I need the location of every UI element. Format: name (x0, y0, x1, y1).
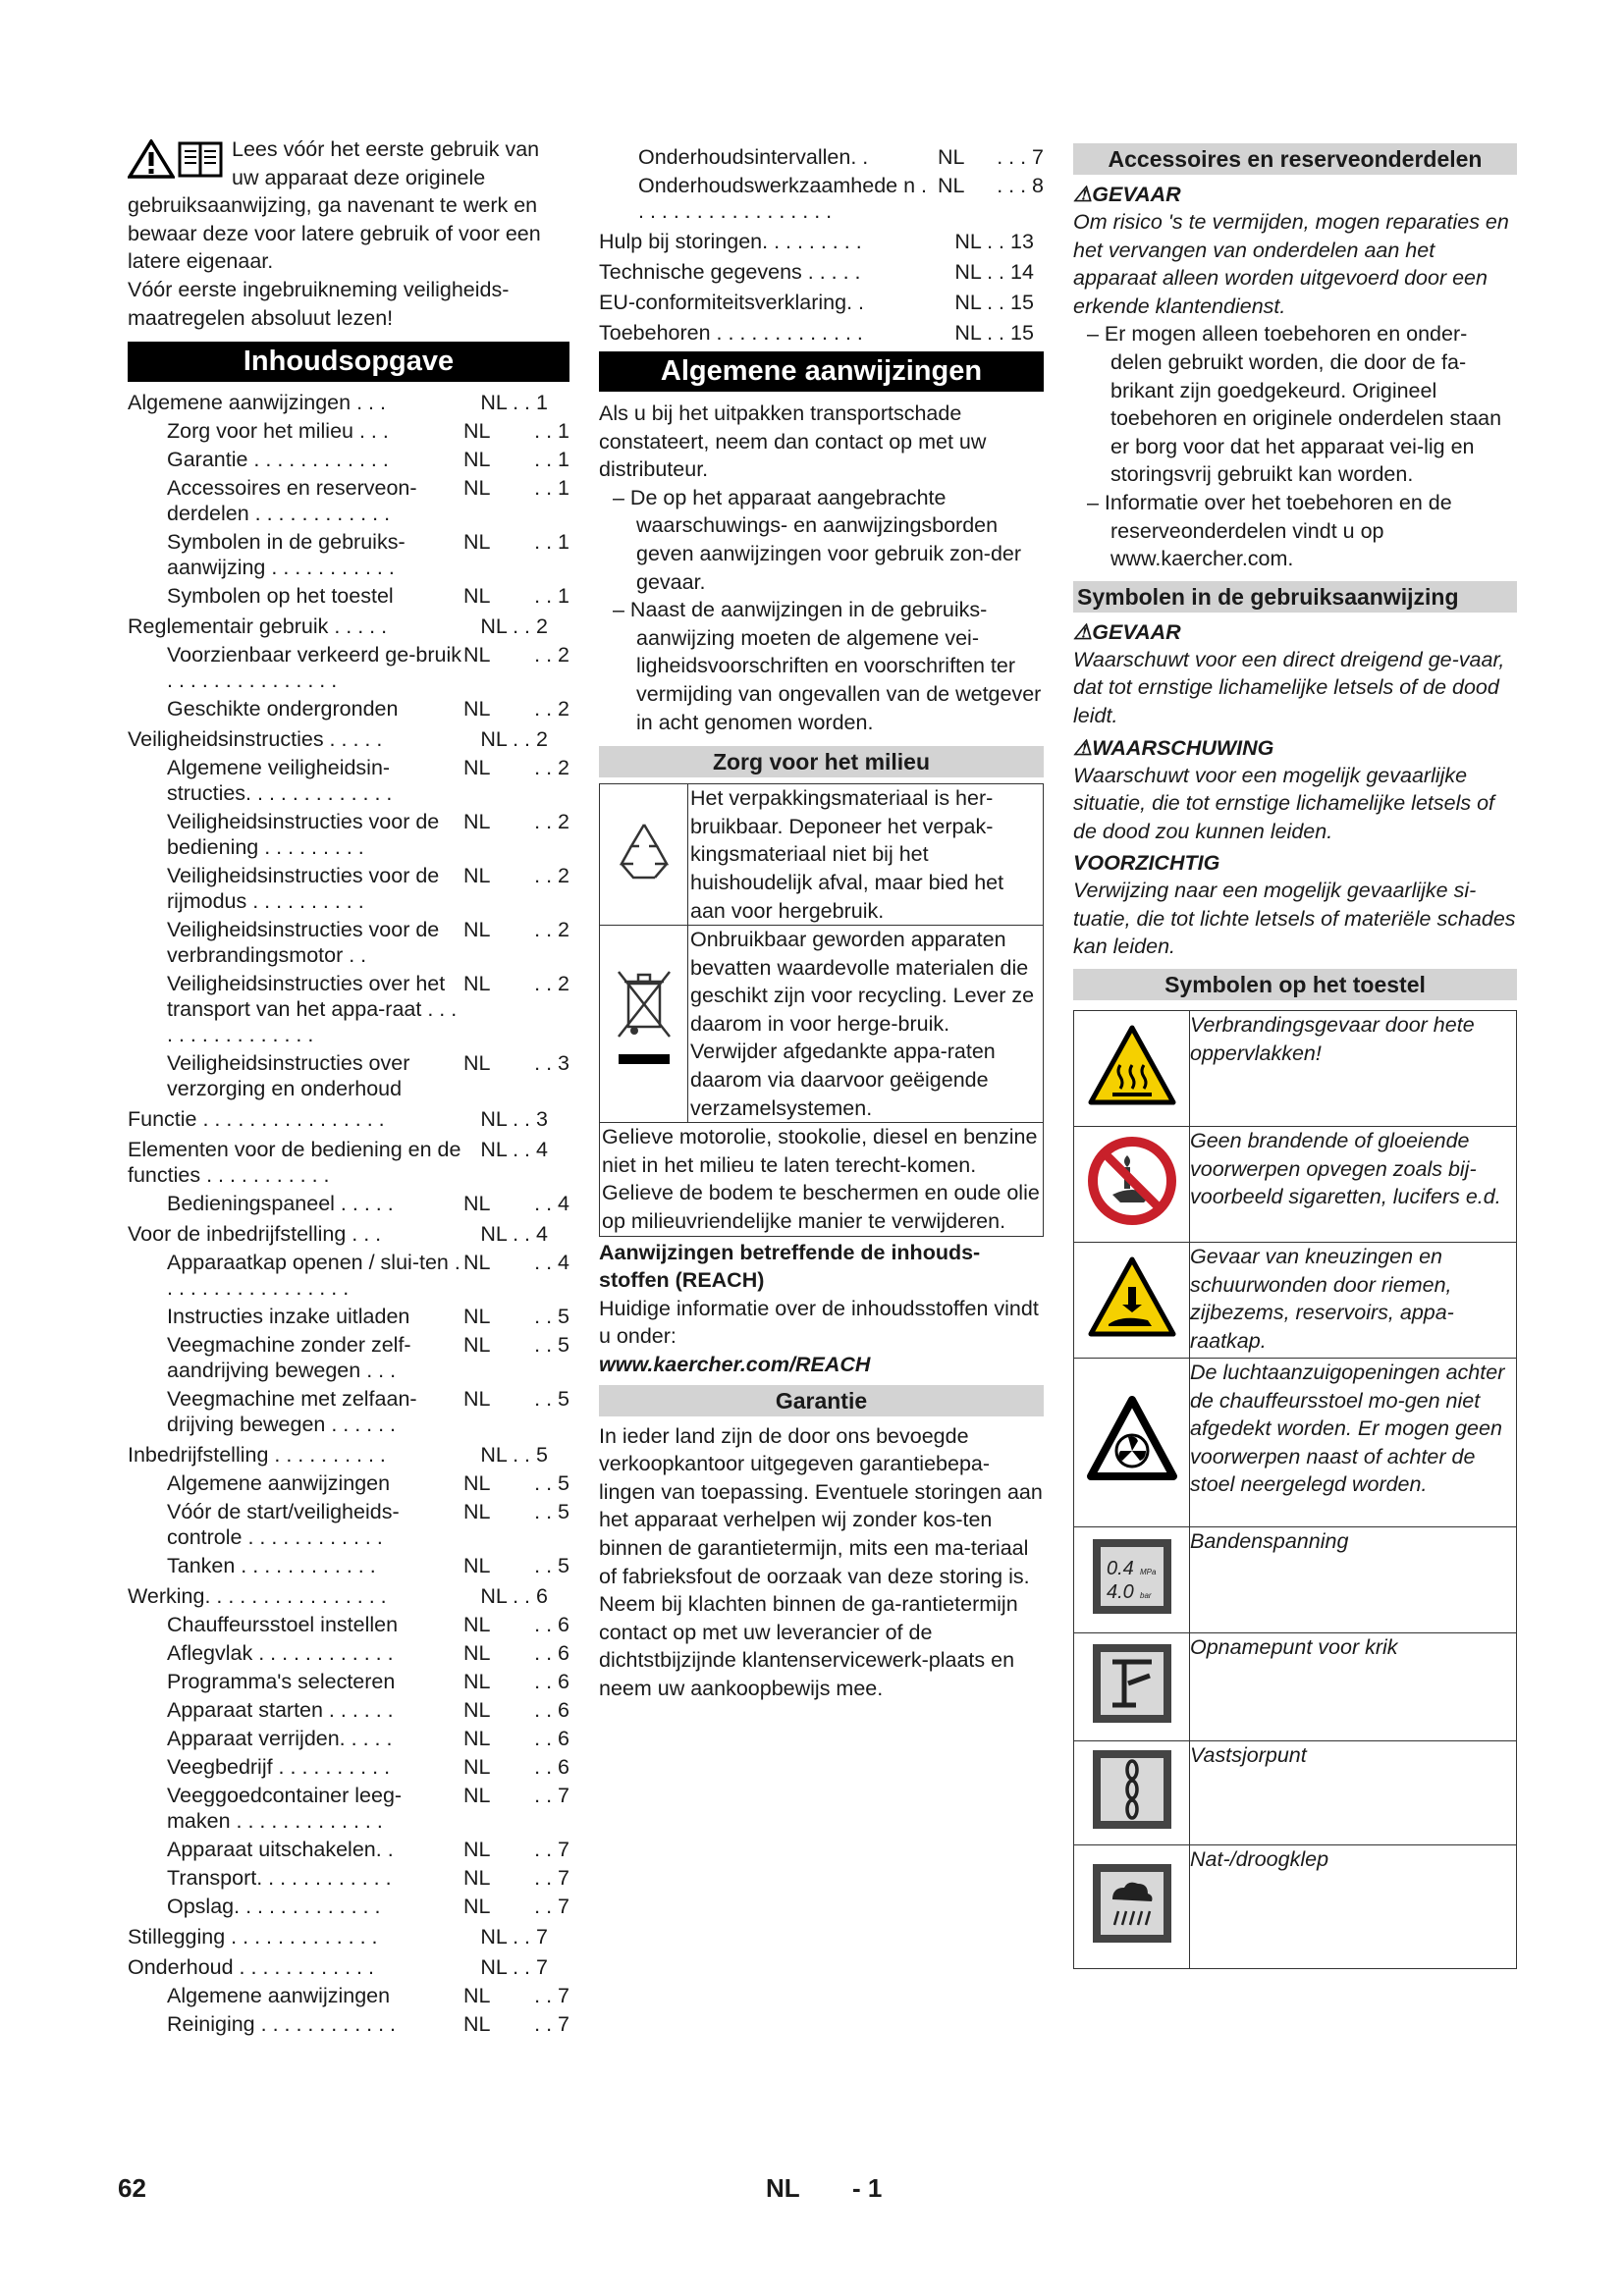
toc-entry-page: . . 7 (534, 1784, 569, 1808)
symbol-text: Verbrandingsgevaar door hete oppervlakken! (1190, 1011, 1517, 1127)
toc-entry[interactable] (128, 1583, 569, 1609)
toc-entry-lang: NL (463, 1554, 491, 1578)
toc-entry-lang: NL (463, 1670, 491, 1694)
toc-entry[interactable] (128, 447, 569, 472)
toc-entry-page: . . 1 (534, 448, 569, 472)
accessories-warning-text: Om risico 's te vermijden, mogen reparaties en het vervangen van onderdelen aan het apparaat alleen worden uitgevoerd door een erkende klantendienst. (1073, 210, 1509, 318)
toc-entry-page: . . 6 (534, 1698, 569, 1723)
toc-entry-label: Veegbedrijf . . . . . . . . . . (167, 1755, 391, 1780)
toc-entry-label: Tanken . . . . . . . . . . . . (167, 1554, 376, 1578)
toc-entry-label: Symbolen op het toestel (167, 584, 394, 609)
toc-entry[interactable] (128, 583, 569, 609)
toc-entry-lang: NL (463, 972, 491, 996)
toc-entry-page: . . 5 (534, 1500, 569, 1524)
toc-entry[interactable] (599, 173, 1044, 224)
toc-entry-lang: NL (463, 1500, 491, 1524)
tire-pressure-cell (1074, 1527, 1190, 1633)
toc-entry-lang: NL (463, 1698, 491, 1723)
symbols-device-table (1073, 1010, 1517, 1969)
toc-entry-page: 6 (536, 1584, 548, 1609)
toc-entry-lang: NL (463, 530, 491, 555)
toc-entry-page: . . 6 (534, 1670, 569, 1694)
intro-icons (128, 139, 224, 179)
tie-down-cell (1074, 1741, 1190, 1845)
toc-entry[interactable] (128, 1894, 569, 1919)
toc-entry[interactable] (128, 1221, 569, 1247)
warning-icon (128, 139, 175, 179)
toc-entry-lang: NL . . (480, 1443, 530, 1468)
toc-entry-label: Reiniging . . . . . . . . . . . . (167, 2012, 397, 2037)
toc-entry-lang: NL (463, 1051, 491, 1076)
toc-entry-lang: NL . . (954, 321, 1004, 345)
recycle-icon (610, 817, 678, 885)
toc-entry-lang: NL (463, 1727, 491, 1751)
symbols-device-title: Symbolen op het toestel (1073, 969, 1517, 1000)
symbols-manual-title: Symbolen in de gebruiksaanwijzing (1073, 581, 1517, 613)
toc-entry[interactable] (128, 2011, 569, 2037)
toc-entry-label: Werking. . . . . . . . . . . . . . . . (128, 1584, 387, 1609)
toc-entry-label: Programma's selecteren (167, 1670, 396, 1694)
toc-entry-lang: NL . . (480, 727, 530, 752)
toc-entry[interactable] (128, 1553, 569, 1578)
toc-entry-label: Onderhoud . . . . . . . . . . . . (128, 1955, 374, 1980)
toc-entry-page: . . 2 (534, 864, 569, 888)
toc-entry-page: . . 2 (534, 810, 569, 834)
wet-dry-flap-icon (1085, 1856, 1179, 1950)
manual-book-icon (177, 139, 224, 179)
table-row (600, 784, 1044, 926)
toc-entry[interactable] (128, 971, 569, 1047)
toc-entry[interactable] (128, 1191, 569, 1216)
toc-entry-lang: NL . . (480, 1138, 530, 1162)
toc-entry-label: Apparaat uitschakelen. . (167, 1838, 394, 1862)
toc-entry-page: . . 2 (534, 918, 569, 942)
table-row (1074, 1359, 1517, 1527)
toc-entry-lang: NL (938, 145, 965, 169)
toc-entry-page: 15 (1010, 291, 1034, 314)
toc-entry-label: Opslag. . . . . . . . . . . . . (167, 1895, 381, 1919)
toc-entry[interactable] (128, 1386, 569, 1437)
toc-entry-label: Functie . . . . . . . . . . . . . . . . (128, 1107, 385, 1132)
general-title: Algemene aanwijzingen (599, 351, 1044, 392)
toc-entry[interactable] (128, 1250, 569, 1301)
toc-entry-label: Bedieningspaneel . . . . . (167, 1192, 394, 1216)
toc-entry-label: Algemene aanwijzingen . . . (128, 391, 386, 415)
fan-hazard-cell (1074, 1359, 1190, 1527)
toc-entry[interactable] (128, 418, 569, 444)
toc-entry-page: . . 6 (534, 1613, 569, 1637)
warranty-title: Garantie (599, 1385, 1044, 1416)
toc-entry[interactable] (128, 614, 569, 639)
env-row-3: Gelieve motorolie, stookolie, diesel en benzine niet in het milieu te laten terecht-komen. Gelieve de bodem te beschermen en oude olie op milieuvriendelijke manier te verwijderen. (600, 1123, 1044, 1236)
toc-entry-lang: NL (463, 1641, 491, 1666)
column-2 (599, 141, 1044, 1703)
toc-entry-page: . . 6 (534, 1755, 569, 1780)
toc-entry-label: Elementen voor de bediening en de functies . . . . . . . . . . . (128, 1138, 461, 1188)
toc-entry-lang: NL . . (954, 260, 1004, 284)
toc-entry-label: Veiligheidsinstructies voor de bediening . . . . . . . . . (167, 810, 440, 860)
general-text: Als u bij het uitpakken transportschade constateert, neem dan contact op met uw distributeur. (599, 401, 987, 482)
toc-entry-label: Vóór de start/veiligheids-controle . . . . . . . . . . . . (167, 1500, 400, 1550)
toc-entry[interactable] (128, 1106, 569, 1132)
wet-dry-cell (1074, 1845, 1190, 1969)
toc-entry-page: 2 (536, 614, 548, 639)
toc-entry[interactable] (128, 1499, 569, 1550)
toc-entry[interactable] (128, 1837, 569, 1862)
toc-entry-lang: NL (938, 174, 965, 197)
toc-entry-lang: NL . . (480, 391, 530, 415)
toc-entry-lang: NL (463, 1192, 491, 1216)
toc-entry-lang: NL . . (954, 230, 1004, 253)
toc-entry-page: . . 2 (534, 697, 569, 721)
toc-entry[interactable] (599, 290, 1044, 315)
toc-entry-page: . . 7 (534, 1895, 569, 1919)
toc-entry-label: Chauffeursstoel instellen (167, 1613, 399, 1637)
toc-entry-page: . . 6 (534, 1641, 569, 1666)
toc-entry-lang: NL (463, 1613, 491, 1637)
toc-entry[interactable] (128, 1865, 569, 1891)
toc-entry[interactable] (128, 863, 569, 914)
intro-text: Lees vóór het eerste gebruik van uw apparaat deze originele gebruiksaanwijzing, ga navenant te werk en bewaar deze voor latere gebruik of voor een latere eigenaar. (128, 137, 541, 274)
caution-label: VOORZICHTIG (1073, 851, 1220, 876)
toc-entry-page: . . 5 (534, 1305, 569, 1329)
toc-entry-label: Veeggoedcontainer leeg-maken . . . . . . . . . . . . . (167, 1784, 403, 1834)
toc-entry-lang: NL . . (480, 1222, 530, 1247)
toc-entry[interactable] (128, 1983, 569, 2008)
toc-entry[interactable] (128, 1640, 569, 1666)
toc-entry-lang: NL (463, 697, 491, 721)
warning-label: ⚠WAARSCHUWING (1073, 735, 1274, 760)
toc-entry-lang: NL (463, 1984, 491, 2008)
toc-entry-page: . . 3 (534, 1051, 569, 1076)
table-row (1074, 1633, 1517, 1741)
toc-entry-label: Accessoires en reserveon-derdelen . . . . . . . . . . . . (167, 476, 417, 526)
footer-language: NL (766, 2173, 800, 2203)
toc-entry-label: Transport. . . . . . . . . . . . (167, 1866, 392, 1891)
accessories-title: Accessoires en reserveonderdelen (1073, 143, 1517, 175)
toc-entry[interactable] (128, 1050, 569, 1101)
toc-entry[interactable] (128, 755, 569, 806)
toc-entry-lang: NL . . (954, 291, 1004, 314)
toc-entry-lang: NL . . (480, 1925, 530, 1949)
toc-entry-lang: NL (463, 1838, 491, 1862)
toc-entry[interactable] (128, 1137, 569, 1188)
toc-entry-page: . . 2 (534, 972, 569, 996)
general-dash-1: – De op het apparaat aangebrachte waarschuwings- en aanwijzingsborden geven aanwijzingen voor gebruik zon-der gevaar. (613, 485, 1022, 594)
toc-entry[interactable] (128, 1304, 569, 1329)
toc-entry-page: . . 7 (534, 1866, 569, 1891)
toc-entry-lang: NL (463, 1784, 491, 1808)
toc-entry-lang: NL (463, 1387, 491, 1412)
table-row (1074, 1011, 1517, 1127)
toc-entry-lang: NL (463, 1333, 491, 1358)
tire-value-bar: 4.0 (1106, 1580, 1134, 1603)
toc-entry-lang: NL (463, 643, 491, 667)
caution-text: Verwijzing naar een mogelijk gevaarlijke si-tuatie, die tot lichte letsels of materiële schades kan leiden. (1073, 879, 1516, 959)
toc-entry-page: . . 5 (534, 1333, 569, 1358)
toc-entry-label: Algemene aanwijzingen (167, 1471, 391, 1496)
toc-entry-label: Stillegging . . . . . . . . . . . . . (128, 1925, 378, 1949)
toc-entry[interactable] (128, 1470, 569, 1496)
toc-entry-label: Reglementair gebruik . . . . . (128, 614, 388, 639)
toc-entry-page: . . 1 (534, 584, 569, 609)
reach-title: Aanwijzingen betreffende de inhouds-stoffen (REACH) (599, 1240, 981, 1293)
toc-entry-label: Apparaat starten . . . . . . (167, 1698, 394, 1723)
page-number-left: 62 (118, 2173, 146, 2203)
toc-entry[interactable] (128, 642, 569, 693)
table-row (1074, 1243, 1517, 1359)
toc-entry-lang: NL (463, 448, 491, 472)
general-dash-2: – Naast de aanwijzingen in de gebruiks-aanwijzing moeten de algemene vei-ligheidsvoorschriften en voorschriften ter vermijding van ongevallen van de wetgever in acht genomen worden. (613, 598, 1042, 734)
intro-safety-text: Vóór eerste ingebruikneming veiligheids-maatregelen absoluut lezen! (128, 277, 510, 330)
table-row (1074, 1127, 1517, 1243)
env-table (599, 783, 1044, 1237)
toc-entry-label: Veiligheidsinstructies over het transport van het appa-raat . . . . . . . . . . . . . . . . (167, 972, 458, 1047)
toc-entry[interactable] (128, 1612, 569, 1637)
toc-entry-label: Aflegvlak . . . . . . . . . . . . (167, 1641, 394, 1666)
toc-entry-label: Voorzienbaar verkeerd ge-bruik . . . . . . . . . . . . . . . (167, 643, 461, 693)
symbol-text: De luchtaanzuigopeningen achter de chauffeursstoel mo-gen niet afgedekt worden. Er mogen geen voorwerpen naast of achter de stoel neergelegd worden. (1190, 1359, 1517, 1527)
tire-unit-mpa: MPa (1139, 1567, 1156, 1576)
warning-text: Waarschuwt voor een mogelijk gevaarlijke situatie, die tot ernstige lichamelijke letsels of de dood zou kunnen leiden. (1073, 763, 1495, 843)
toc-entry[interactable] (128, 1697, 569, 1723)
jack-point-cell (1074, 1633, 1190, 1741)
toc-entry-lang: NL (463, 476, 491, 501)
accessories-warning: ⚠GEVAAR (1073, 183, 1181, 206)
toc-entry-page: 7 (536, 1955, 548, 1980)
toc-entry-page: . . 6 (534, 1727, 569, 1751)
toc-entry-lang: NL (463, 2012, 491, 2037)
warning-icon: ⚠ (1073, 619, 1093, 644)
toc-entry-lang: NL (463, 1305, 491, 1329)
env-row-2: Onbruikbaar geworden apparaten bevatten waardevolle materialen die geschikt zijn voor recycling. Lever ze daarom in voor herge-bruik. Verwijder afgedankte appa-raten daarom via daarvoor geëigende verzamelsystemen. (688, 926, 1044, 1123)
symbol-text: Opnamepunt voor krik (1190, 1633, 1517, 1741)
toc-entry-lang: NL . . (480, 614, 530, 639)
warning-icon: ⚠ (1073, 183, 1093, 206)
toc-entry-page: . . . 7 (997, 145, 1044, 169)
crossed-bin-icon (613, 966, 676, 1074)
table-row (600, 1123, 1044, 1236)
warning-icon: ⚠ (1073, 735, 1093, 760)
toc-entry-page: 7 (536, 1925, 548, 1949)
toc-entry[interactable] (128, 696, 569, 721)
symbol-text: Bandenspanning (1190, 1527, 1517, 1633)
toc-entry-page: 2 (536, 727, 548, 752)
toc-entry-page: . . 5 (534, 1554, 569, 1578)
symbol-text: Geen brandende of gloeiende voorwerpen opvegen zoals bij-voorbeeld sigaretten, lucifers e.d. (1190, 1127, 1517, 1243)
toc-entry-page: . . . 8 (997, 174, 1044, 197)
toc-entry[interactable] (128, 1332, 569, 1383)
toc-entry[interactable] (599, 144, 1044, 170)
tire-unit-bar: bar (1139, 1590, 1152, 1600)
toc-entry[interactable] (599, 229, 1044, 254)
toc-entry-page: 3 (536, 1107, 548, 1132)
toc-entry[interactable] (128, 390, 569, 415)
toc-entry-page: 13 (1010, 230, 1034, 253)
toc-entry-label: Veiligheidsinstructies . . . . . (128, 727, 383, 752)
toc-entry-page: . . 5 (534, 1471, 569, 1496)
column-3 (1073, 139, 1517, 1969)
toc-entry-label: Apparaat verrijden. . . . . (167, 1727, 393, 1751)
toc-entry[interactable] (128, 917, 569, 968)
toc-entry-page: . . 1 (534, 419, 569, 444)
crush-hazard-icon (1085, 1250, 1179, 1344)
footer-page-number: - 1 (852, 2173, 883, 2203)
table-row (1074, 1527, 1517, 1633)
toc-entry-label: Inbedrijfstelling . . . . . . . . . . (128, 1443, 386, 1468)
toc-entry-label: Geschikte ondergronden (167, 697, 399, 721)
symbol-text: Vastsjorpunt (1190, 1741, 1517, 1845)
symbol-text: Nat-/droogklep (1190, 1845, 1517, 1969)
toc-entry[interactable] (599, 320, 1044, 346)
table-row (1074, 1741, 1517, 1845)
toc-entry-label: Algemene veiligheidsin-structies. . . . . . . . . . . . . (167, 756, 393, 806)
toc-entry-lang: NL (463, 419, 491, 444)
toc-entry[interactable] (128, 1726, 569, 1751)
toc-entry[interactable] (128, 809, 569, 860)
toc-entry-lang: NL (463, 1895, 491, 1919)
toc-entry-lang: NL (463, 810, 491, 834)
accessories-dash-1: – Er mogen alleen toebehoren en onder-delen gebruikt worden, die door de fa-brikant zijn goedgekeurd. Origineel toebehoren en originele onderdelen staan er borg voor dat het apparaat vei-lig en storingsvrij gebruikt kan worden. (1087, 322, 1502, 487)
toc-entry-page: 1 (536, 391, 548, 415)
toc-entry-label: Symbolen in de gebruiks-aanwijzing . . . . . . . . . . . (167, 530, 406, 580)
toc-entry-lang: NL (463, 1471, 491, 1496)
toc-entry-page: . . 5 (534, 1387, 569, 1412)
toc-entry-label: Toebehoren . . . . . . . . . . . . . (599, 321, 863, 345)
accessories-dash-2: – Informatie over het toebehoren en de reserveonderdelen vindt u op www.kaercher.com. (1087, 490, 1452, 571)
toc-entry-page: . . 4 (534, 1251, 569, 1275)
danger-label: ⚠GEVAAR (1073, 619, 1181, 644)
toc-entry-label: Voor de inbedrijfstelling . . . (128, 1222, 382, 1247)
toc-entry-label: Veiligheidsinstructies voor de rijmodus . . . . . . . . . . (167, 864, 440, 914)
toc-entry-page: . . 4 (534, 1192, 569, 1216)
toc-entry-page: . . 1 (534, 476, 569, 501)
toc-entry[interactable] (128, 1783, 569, 1834)
symbol-text: Gevaar van kneuzingen en schuurwonden door riemen, zijbezems, reservoirs, appa-raatkap. (1190, 1243, 1517, 1359)
toc-entry-label: Algemene aanwijzingen (167, 1984, 391, 2008)
column-1 (128, 135, 569, 2040)
toc-entry-page: . . 1 (534, 530, 569, 555)
hot-surface-cell (1074, 1011, 1190, 1127)
toc-entry[interactable] (128, 1954, 569, 1980)
toc-entry-page: 4 (536, 1138, 548, 1162)
toc-entry-label: Onderhoudswerkzaamhede n . . . . . . . . . . . . . . . . . . (638, 174, 928, 223)
toc-entry-page: 15 (1010, 321, 1034, 345)
toc-entry-label: Instructies inzake uitladen (167, 1305, 410, 1329)
toc-entry-page: . . 7 (534, 1984, 569, 2008)
toc-entry-page: 4 (536, 1222, 548, 1247)
toc-entry[interactable] (128, 475, 569, 526)
jack-point-icon (1085, 1636, 1179, 1731)
toc-entry-lang: NL (463, 1755, 491, 1780)
toc-entry-lang: NL (463, 918, 491, 942)
toc-entry-lang: NL . . (480, 1584, 530, 1609)
no-burning-cell (1074, 1127, 1190, 1243)
toc-entry-label: Veegmachine met zelfaan-drijving bewegen . . . . . . (167, 1387, 417, 1437)
table-of-contents-continued (599, 144, 1044, 346)
toc-entry-page: . . 7 (534, 2012, 569, 2037)
toc-entry-lang: NL (463, 756, 491, 780)
toc-entry-page: . . 2 (534, 756, 569, 780)
toc-entry-lang: NL (463, 1251, 491, 1275)
tie-down-point-icon (1085, 1742, 1179, 1837)
danger-text: Waarschuwt voor een direct dreigend ge-vaar, dat tot ernstige lichamelijke letsels of de dood leidt. (1073, 647, 1505, 727)
toc-entry-label: Onderhoudsintervallen. . (638, 145, 869, 169)
toc-entry-page: 14 (1010, 260, 1034, 284)
toc-entry-lang: NL (463, 1866, 491, 1891)
crush-hazard-cell (1074, 1243, 1190, 1359)
toc-entry[interactable] (128, 1754, 569, 1780)
toc-entry-page: 5 (536, 1443, 548, 1468)
toc-entry-label: EU-conformiteitsverklaring. . (599, 291, 865, 314)
reach-link[interactable]: www.kaercher.com/REACH (599, 1353, 871, 1376)
toc-entry[interactable] (128, 726, 569, 752)
toc-entry-label: Technische gegevens . . . . . (599, 260, 861, 284)
toc-entry-label: Zorg voor het milieu . . . (167, 419, 389, 444)
no-burning-objects-icon (1085, 1134, 1179, 1228)
toc-entry-lang: NL (463, 864, 491, 888)
tire-pressure-icon (1085, 1529, 1179, 1624)
fan-hazard-icon (1085, 1392, 1179, 1486)
toc-entry[interactable] (599, 259, 1044, 285)
recycle-cell (600, 784, 688, 926)
toc-entry-page: . . 2 (534, 643, 569, 667)
reach-text: Huidige informatie over de inhoudsstoffen vindt u onder: (599, 1296, 1039, 1349)
toc-entry[interactable] (128, 1442, 569, 1468)
toc-entry-label: Hulp bij storingen. . . . . . . . . (599, 230, 862, 253)
weee-cell (600, 926, 688, 1123)
toc-entry[interactable] (128, 529, 569, 580)
toc-entry-label: Veiligheidsinstructies over verzorging en onderhoud (167, 1051, 410, 1101)
table-of-contents (128, 390, 569, 2037)
warranty-text: In ieder land zijn de door ons bevoegde verkoopkantoor uitgegeven garantiebepa-lingen van toepassing. Eventuele storingen aan het apparaat verhelpen wij zonder kos-ten binnen de garantietermijn, mits een ma-teriaal of fabrieksfout de oorzaak van deze storing is. Neem bij klachten binnen de ga-rantietermijn contact op met uw leverancier of de dichtstbijzijnde klantenservicewerk-plaats en neem uw aankoopbewijs mee. (599, 1423, 1043, 1700)
toc-entry-lang: NL . . (480, 1955, 530, 1980)
table-row (1074, 1845, 1517, 1969)
toc-entry-label: Veiligheidsinstructies voor de verbrandingsmotor . . (167, 918, 440, 968)
toc-entry-lang: NL . . (480, 1107, 530, 1132)
toc-entry-page: . . 7 (534, 1838, 569, 1862)
toc-entry-label: Veegmachine zonder zelf-aandrijving bewegen . . . (167, 1333, 411, 1383)
toc-entry[interactable] (128, 1669, 569, 1694)
toc-entry-lang: NL (463, 584, 491, 609)
toc-entry-label: Garantie . . . . . . . . . . . . (167, 448, 389, 472)
env-row-1: Het verpakkingsmateriaal is her-bruikbaar. Deponeer het verpak-kingsmateriaal niet bij het huishoudelijk afval, maar bied het aan voor hergebruik. (688, 784, 1044, 926)
intro (128, 135, 569, 332)
env-title: Zorg voor het milieu (599, 746, 1044, 777)
tire-value-mpa: 0.4 (1106, 1557, 1134, 1579)
hot-surface-icon (1085, 1018, 1179, 1112)
table-row (600, 926, 1044, 1123)
toc-entry-label: Apparaatkap openen / slui-ten . . . . . . . . . . . . . . . . . (167, 1251, 460, 1301)
toc-title: Inhoudsopgave (128, 342, 569, 382)
toc-entry[interactable] (128, 1924, 569, 1949)
